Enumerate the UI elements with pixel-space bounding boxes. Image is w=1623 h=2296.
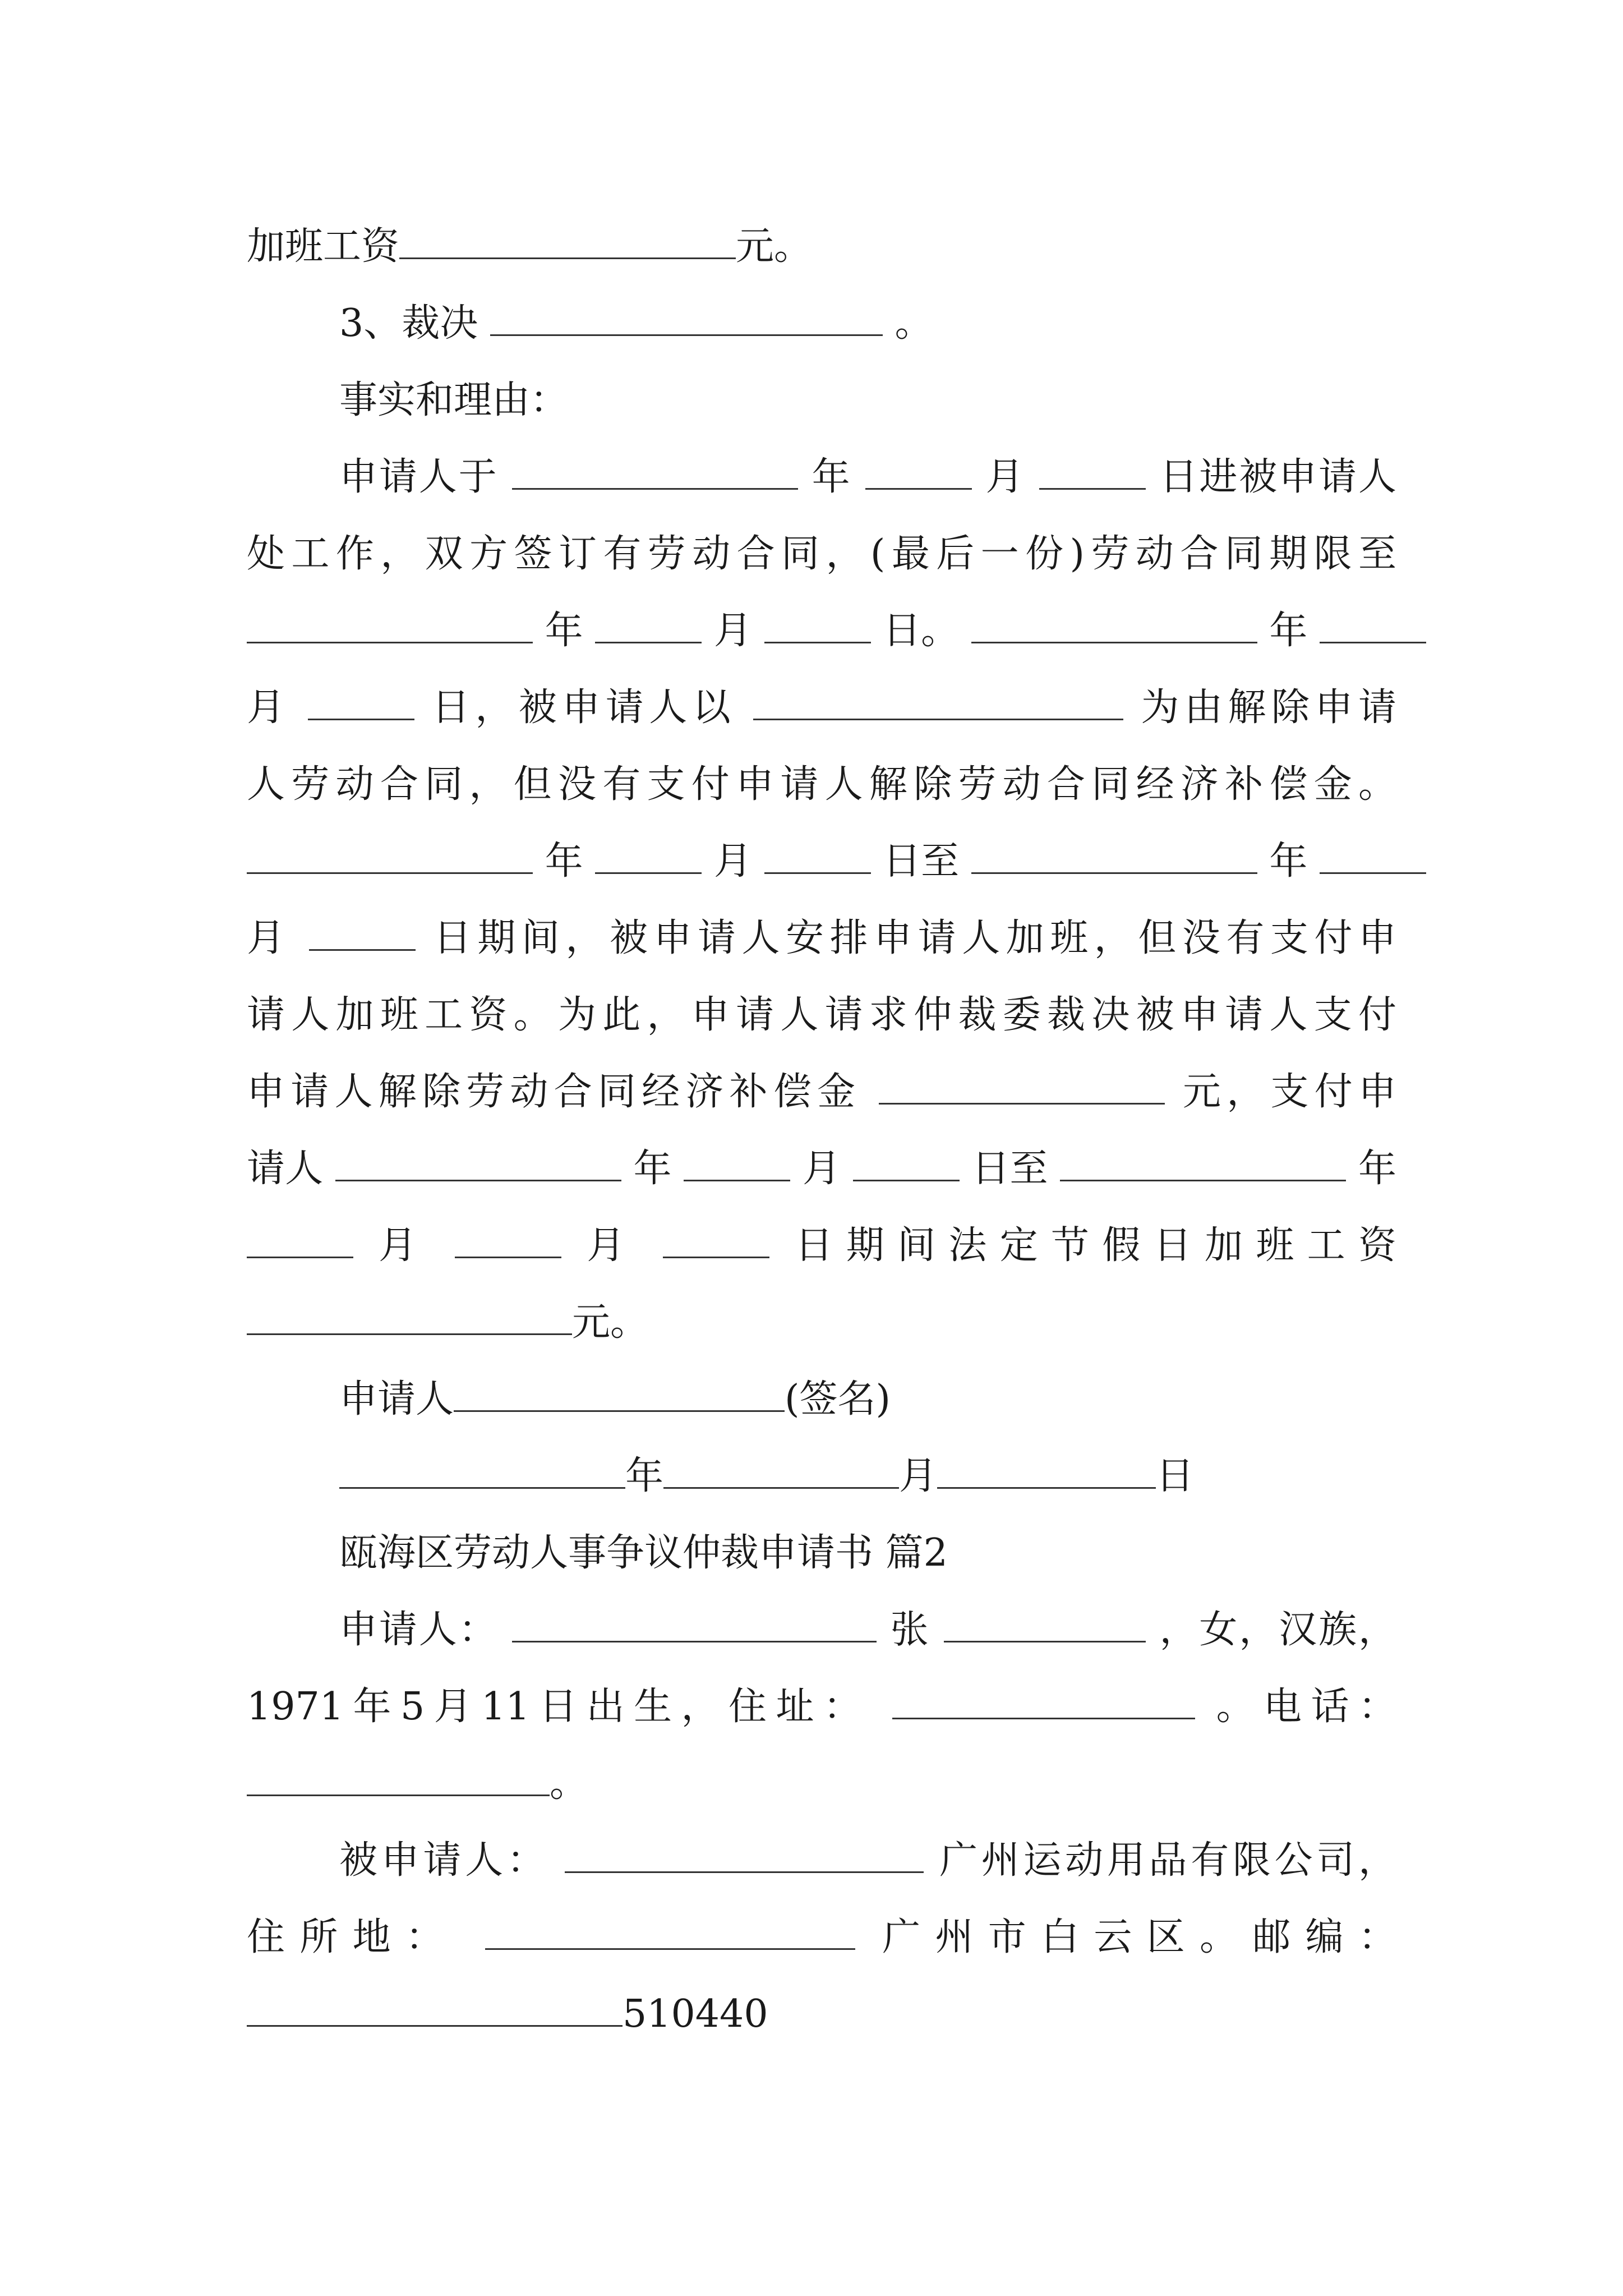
text-run: (签名) xyxy=(785,1377,891,1421)
text-run: ，女，汉族， xyxy=(1159,1608,1396,1652)
text-line xyxy=(247,592,1396,670)
text-line xyxy=(247,1898,1396,1977)
text-run: 事实和理由： xyxy=(339,378,569,422)
date-line xyxy=(339,1437,1396,1516)
text-run: 瓯海区劳动人事争议仲裁申请书 篇2 xyxy=(339,1531,948,1575)
text-line xyxy=(339,438,1396,517)
text-line xyxy=(339,1591,1396,1669)
blank-field xyxy=(247,1292,572,1335)
text-run: 年 xyxy=(545,609,583,653)
text-run: 日 xyxy=(1156,1454,1195,1498)
blank-field xyxy=(565,1830,924,1873)
blank-field xyxy=(512,1599,877,1642)
text-run: 月 xyxy=(985,455,1026,499)
text-line xyxy=(247,822,1396,901)
blank-field xyxy=(663,1215,769,1258)
text-run: 请人 xyxy=(247,1147,324,1191)
text-run: 月 xyxy=(587,1223,638,1268)
blank-field xyxy=(1320,600,1426,643)
text-run: 人劳动合同，但没有支付申请人解除劳动合同经济补偿金。 xyxy=(247,762,1396,807)
blank-field xyxy=(512,447,798,490)
text-run: 510440 xyxy=(623,1992,768,2036)
blank-field xyxy=(937,1446,1156,1489)
text-run: 年 xyxy=(625,1454,664,1498)
text-line xyxy=(247,1745,1396,1823)
blank-field xyxy=(1320,831,1426,874)
blank-field xyxy=(247,1984,623,2027)
blank-field xyxy=(1060,1138,1346,1181)
text-run: 。 xyxy=(550,1761,588,1806)
text-line xyxy=(247,1207,1396,1285)
text-run: 被申请人： xyxy=(339,1838,549,1883)
signature-line xyxy=(339,1360,1396,1439)
blank-field xyxy=(971,831,1257,874)
section-title xyxy=(339,1514,1396,1593)
text-run: 。 xyxy=(895,301,933,346)
text-run: 日进被申请人 xyxy=(1159,455,1396,499)
blank-field xyxy=(879,1061,1165,1105)
blank-field xyxy=(485,1907,855,1950)
blank-field xyxy=(247,1215,353,1258)
text-line xyxy=(247,1975,1396,2054)
blank-field xyxy=(595,831,702,874)
blank-field xyxy=(764,600,871,643)
text-line xyxy=(247,746,1396,824)
text-line xyxy=(247,208,1396,286)
blank-field xyxy=(892,1676,1195,1719)
blank-field xyxy=(309,908,416,951)
text-run: 。电话： xyxy=(1216,1685,1396,1729)
text-line xyxy=(247,669,1396,747)
blank-field xyxy=(399,216,736,259)
text-run: 日。 xyxy=(883,609,960,653)
text-run: 为由解除申请 xyxy=(1141,685,1396,730)
text-run: 月 xyxy=(899,1454,938,1498)
section-heading xyxy=(339,361,1396,440)
text-line xyxy=(247,1130,1396,1208)
text-run: 申请人： xyxy=(339,1608,499,1652)
text-run: 月 xyxy=(247,685,291,730)
text-run: 年 xyxy=(545,839,583,884)
blank-field xyxy=(455,1215,561,1258)
text-line xyxy=(339,1821,1396,1900)
text-run: 申请人解除劳动合同经济补偿金 xyxy=(247,1070,861,1114)
blank-field xyxy=(339,1446,625,1489)
blank-field xyxy=(490,293,883,336)
text-run: 年 xyxy=(811,455,852,499)
blank-field xyxy=(684,1138,790,1181)
blank-field xyxy=(247,831,533,874)
blank-field xyxy=(865,447,972,490)
blank-field xyxy=(853,1138,960,1181)
text-run: 月 xyxy=(802,1147,841,1191)
text-run: 日至 xyxy=(971,1147,1048,1191)
blank-field xyxy=(753,677,1123,720)
blank-field xyxy=(335,1138,621,1181)
text-run: 日至 xyxy=(883,839,960,884)
text-run: 月 xyxy=(247,916,291,960)
blank-field xyxy=(944,1599,1146,1642)
text-run: 元。 xyxy=(736,224,813,269)
text-run: 月 xyxy=(713,839,752,884)
text-run: 请人加班工资。为此，申请人请求仲裁委裁决被申请人支付 xyxy=(247,993,1396,1037)
blank-field xyxy=(247,1753,550,1796)
text-run: 加班工资 xyxy=(247,224,400,269)
blank-field xyxy=(1039,447,1146,490)
text-run: 日期间，被申请人安排申请人加班，但没有支付申 xyxy=(433,916,1396,960)
blank-field xyxy=(308,677,414,720)
text-line xyxy=(247,899,1396,978)
text-run: 日，被申请人以 xyxy=(431,685,736,730)
text-run: 日期间法定节假日加班工资 xyxy=(795,1223,1396,1268)
text-line xyxy=(247,1053,1396,1131)
text-run: 申请人 xyxy=(339,1377,454,1421)
text-run: 月 xyxy=(378,1223,430,1268)
text-line xyxy=(247,515,1396,593)
text-run: 年 xyxy=(1269,609,1308,653)
blank-field xyxy=(971,600,1257,643)
text-run: 元，支付申 xyxy=(1183,1070,1396,1114)
blank-field xyxy=(764,831,871,874)
text-line xyxy=(339,284,1396,363)
text-run: 广州运动用品有限公司， xyxy=(939,1838,1396,1883)
text-line xyxy=(247,976,1396,1055)
text-run: 年 xyxy=(1269,839,1308,884)
text-run: 处工作，双方签订有劳动合同，(最后一份)劳动合同期限至 xyxy=(247,532,1396,576)
text-run: 广州市白云区。邮编： xyxy=(882,1915,1396,1959)
text-line xyxy=(247,1283,1396,1362)
text-run: 3、裁决 xyxy=(339,301,478,346)
blank-field xyxy=(247,600,533,643)
text-line xyxy=(247,1668,1396,1746)
blank-field xyxy=(663,1446,899,1489)
text-run: 元。 xyxy=(572,1300,649,1345)
blank-field xyxy=(454,1369,785,1412)
text-run: 张 xyxy=(890,1608,930,1652)
text-run: 月 xyxy=(713,609,752,653)
text-run: 年 xyxy=(633,1147,672,1191)
text-run: 1971年5月11日出生，住址： xyxy=(247,1685,871,1729)
text-run: 年 xyxy=(1358,1147,1396,1191)
blank-field xyxy=(595,600,702,643)
text-run: 住所地： xyxy=(247,1915,459,1959)
text-run: 申请人于 xyxy=(339,455,499,499)
